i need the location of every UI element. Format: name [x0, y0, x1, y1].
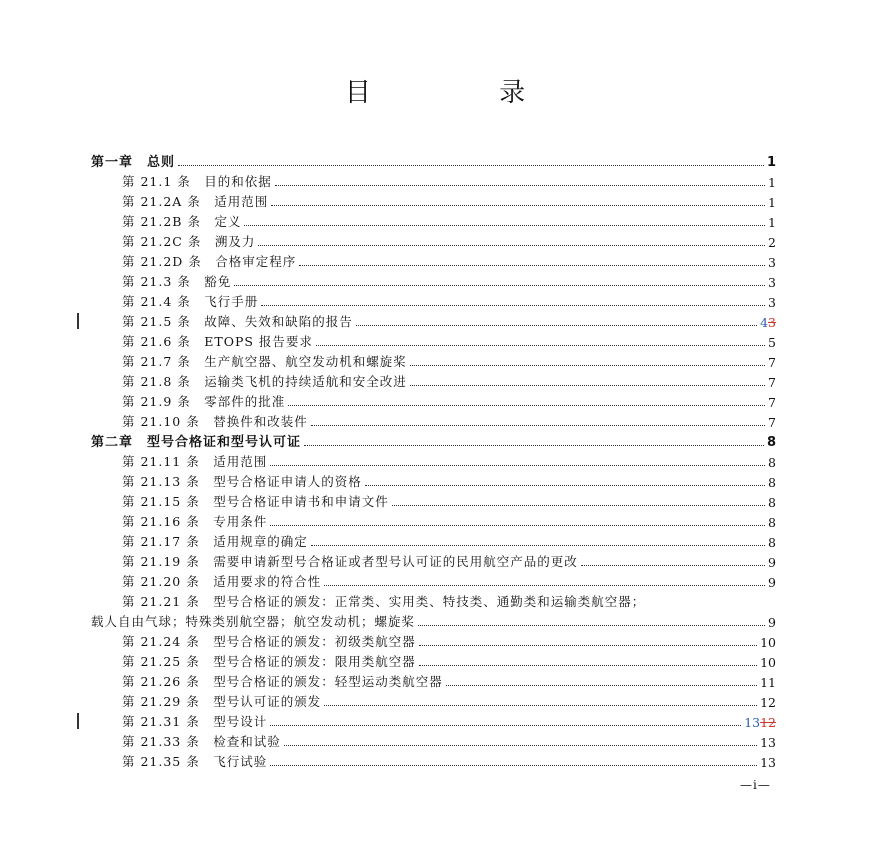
toc-chapter [91, 430, 776, 450]
toc-entry-label-continued: 载人自由气球；特殊类别航空器；航空发动机；螺旋桨 [91, 614, 416, 629]
toc-entry-label: 第 21.35 条 飞行试验 [122, 754, 268, 769]
toc-entry-label: 第 21.8 条 运输类飞机的持续适航和安全改进 [122, 374, 407, 389]
toc-entry [91, 410, 776, 430]
dot-leader [261, 305, 765, 306]
toc-entry [91, 330, 776, 350]
toc-page-number: 13 [760, 755, 776, 770]
toc-page-number: 10 [760, 635, 776, 650]
toc-entry-label: 第 21.26 条 型号合格证的颁发：轻型运动类航空器 [122, 674, 443, 689]
toc-chapter-label: 第一章 总则 [91, 155, 176, 170]
toc-entry [91, 450, 776, 470]
dot-leader [270, 765, 757, 766]
dot-leader [284, 745, 757, 746]
toc-entry [91, 550, 776, 570]
toc-entry [91, 310, 776, 330]
toc-entry [91, 510, 776, 530]
page-title: 目 录 [344, 78, 586, 108]
toc-entry-label: 第 21.31 条 型号设计 [122, 714, 268, 729]
dot-leader [356, 325, 757, 326]
dot-leader [271, 205, 765, 206]
toc-entry-label: 第 21.33 条 检查和试验 [122, 734, 281, 749]
toc-entry-label: 第 21.17 条 适用规章的确定 [122, 534, 308, 549]
toc-entry-label: 第 21.21 条 型号合格证的颁发：正常类、实用类、特技类、通勤类和运输类航空器； [122, 594, 646, 609]
toc-page-number: 3 [768, 255, 776, 270]
toc-page-number: 8 [766, 435, 776, 450]
toc-page-number [744, 715, 776, 730]
toc-entry-label: 第 21.19 条 需要申请新型号合格证或者型号认可证的民用航空产品的更改 [122, 554, 578, 569]
toc-page-number: 1 [766, 155, 776, 170]
toc-page-number: 2 [768, 235, 776, 250]
toc-entry [91, 230, 776, 250]
toc-entry [91, 210, 776, 230]
toc-entry [91, 650, 776, 670]
toc-page-number: 8 [768, 495, 776, 510]
dot-leader [270, 525, 765, 526]
toc-entry [91, 630, 776, 650]
toc-entry-label: 第 21.2C 条 溯及力 [122, 234, 256, 249]
toc-entry-label: 第 21.1 条 目的和依据 [122, 174, 272, 189]
toc-entry [91, 270, 776, 290]
dot-leader [419, 665, 757, 666]
toc-entry-label: 第 21.16 条 专用条件 [122, 514, 268, 529]
toc-entry [91, 530, 776, 550]
dot-leader [316, 345, 765, 346]
toc-entry [91, 170, 776, 190]
toc-chapter-label: 第二章 型号合格证和型号认可证 [91, 435, 302, 450]
toc-entry [91, 670, 776, 690]
toc-entry-label: 第 21.20 条 适用要求的符合性 [122, 574, 322, 589]
dot-leader [234, 285, 765, 286]
toc-page-number: 7 [768, 415, 776, 430]
change-bar [77, 313, 79, 329]
dot-leader [446, 685, 757, 686]
toc-page-number: 8 [768, 455, 776, 470]
toc-entry-label: 第 21.2B 条 定义 [122, 214, 242, 229]
toc-entry [91, 690, 776, 710]
page-number-footer: —i— [740, 778, 771, 792]
toc-entry-label: 第 21.7 条 生产航空器、航空发动机和螺旋桨 [122, 354, 407, 369]
dot-leader [324, 585, 765, 586]
toc-page-number: 8 [768, 515, 776, 530]
toc-entry [91, 570, 776, 590]
toc-page-number: 1 [768, 215, 776, 230]
toc-page-number: 13 [760, 735, 776, 750]
toc-entry-label: 第 21.3 条 豁免 [122, 274, 232, 289]
toc-page-number: 7 [768, 355, 776, 370]
dot-leader [270, 725, 741, 726]
toc-entry-label: 第 21.24 条 型号合格证的颁发：初级类航空器 [122, 634, 416, 649]
dot-leader [419, 645, 757, 646]
revised-page-number: 13 [744, 715, 761, 730]
dot-leader [244, 225, 765, 226]
toc-entry-label: 第 21.9 条 零部件的批准 [122, 394, 286, 409]
change-bar [77, 713, 79, 729]
toc-page-number: 1 [768, 175, 776, 190]
toc-page-number: 9 [768, 575, 776, 590]
toc-entry [91, 490, 776, 510]
toc-entry [91, 710, 776, 730]
dot-leader [299, 265, 765, 266]
toc-entry [91, 750, 776, 770]
dot-leader [418, 625, 765, 626]
toc-entry [91, 390, 776, 410]
dot-leader [392, 505, 765, 506]
toc-entry [91, 590, 776, 630]
toc-entry-label: 第 21.2A 条 适用范围 [122, 194, 269, 209]
toc-entry-label: 第 21.6 条 ETOPS 报告要求 [122, 334, 313, 349]
toc-page-number [760, 315, 776, 330]
toc-entry-label: 第 21.11 条 适用范围 [122, 454, 268, 469]
toc-entry [91, 350, 776, 370]
table-of-contents [91, 150, 776, 770]
dot-leader [365, 485, 765, 486]
toc-page-number: 9 [768, 555, 776, 570]
toc-entry-label: 第 21.25 条 型号合格证的颁发：限用类航空器 [122, 654, 416, 669]
deleted-page-number: 3 [768, 315, 776, 330]
toc-page-number: 8 [768, 535, 776, 550]
toc-page-number: 10 [760, 655, 776, 670]
dot-leader [178, 165, 764, 166]
toc-entry-label: 第 21.5 条 故障、失效和缺陷的报告 [122, 314, 353, 329]
dot-leader [581, 565, 765, 566]
toc-entry-label: 第 21.15 条 型号合格证申请书和申请文件 [122, 494, 389, 509]
toc-entry-label: 第 21.4 条 飞行手册 [122, 294, 259, 309]
toc-entry-label: 第 21.10 条 替换件和改装件 [122, 414, 308, 429]
dot-leader [410, 385, 765, 386]
dot-leader [410, 365, 765, 366]
toc-entry [91, 370, 776, 390]
dot-leader [270, 465, 765, 466]
toc-entry [91, 730, 776, 750]
toc-entry [91, 470, 776, 490]
toc-page-number: 11 [760, 675, 776, 690]
toc-page-number: 8 [768, 475, 776, 490]
toc-entry [91, 190, 776, 210]
toc-page-number: 7 [768, 395, 776, 410]
toc-page-number: 3 [768, 295, 776, 310]
revised-page-number: 4 [760, 315, 769, 330]
toc-entry-label: 第 21.13 条 型号合格证申请人的资格 [122, 474, 362, 489]
toc-page-number: 3 [768, 275, 776, 290]
toc-entry-label: 第 21.2D 条 合格审定程序 [122, 254, 297, 269]
deleted-page-number: 12 [760, 715, 776, 730]
dot-leader [304, 445, 764, 446]
toc-entry [91, 290, 776, 310]
toc-page-number: 1 [768, 195, 776, 210]
dot-leader [311, 425, 765, 426]
toc-page-number: 5 [768, 335, 776, 350]
toc-entry [91, 250, 776, 270]
toc-entry-label: 第 21.29 条 型号认可证的颁发 [122, 694, 322, 709]
dot-leader [324, 705, 757, 706]
toc-page-number: 9 [768, 615, 776, 630]
dot-leader [288, 405, 765, 406]
toc-chapter [91, 150, 776, 170]
toc-page-number: 12 [760, 695, 776, 710]
dot-leader [275, 185, 765, 186]
toc-page-number: 7 [768, 375, 776, 390]
dot-leader [258, 245, 765, 246]
dot-leader [311, 545, 765, 546]
